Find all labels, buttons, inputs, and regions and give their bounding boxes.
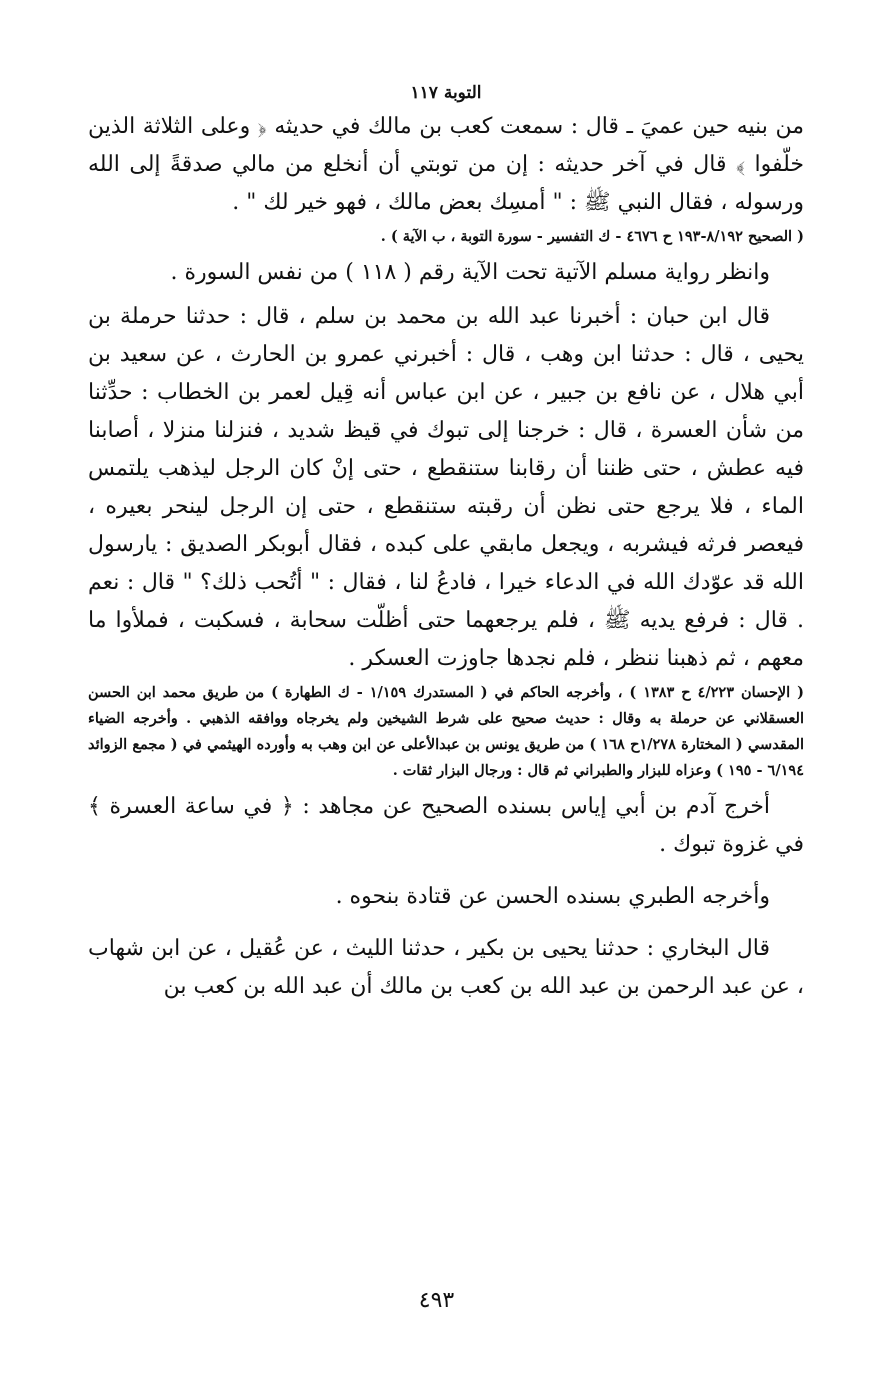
footnote-ihsan-reference: ( الإحسان ٤/٢٢٣ ح ١٣٨٣ ) ، وأخرجه الحاكم في ( المستدرك ١/١٥٩ - ك الطهارة ) من طريق محمد ابن الحسن العسقلاني عن حرملة به وقال : حديث صحيح على شرط الشيخين ولم يخرجاه ووافقه الذهبي . وأخرجه الضياء المقدسي ( المختارة ١/٢٧٨ح ١٦٨ ) من طريق يونس بن عبدالأعلى عن ابن وهب به وأورده الهيثمي في ( مجمع الزوائد ٦/١٩٤ - ١٩٥ ) وعزاه للبزار والطبراني ثم قال : ورجال البزار ثقات . [88,684,804,779]
paragraph-adam-mujahid: أخرج آدم بن أبي إياس بسنده الصحيح عن مجاهد : ﴿ في ساعة العسرة ﴾ في غزوة تبوك . [88,794,804,857]
running-header: التوبة ١١٧ [410,83,482,103]
footnote-sahih-reference: ( الصحيح ٨/١٩٢-١٩٣ ح ٤٦٧٦ - ك التفسير - سورة التوبة ، ب الآية ) . [380,228,804,245]
paragraph-ibn-hibban: قال ابن حبان : أخبرنا عبد الله بن محمد بن سلم ، قال : حدثنا حرملة بن يحيى ، قال : حدثنا ابن وهب ، قال : أخبرني عمرو بن الحارث ، عن سعيد بن أبي هلال ، عن نافع بن جبير ، عن ابن عباس أنه قِيل لعمر بن الخطاب : حدِّثنا من شأن العسرة ، قال : خرجنا إلى تبوك في قيظ شديد ، فنزلنا منزلا ، أصابنا فيه عطش ، حتى ظننا أن رقابنا ستنقطع ، حتى إنْ كان الرجل ليذهب يلتمس الماء ، فلا يرجع حتى نظن أن رقبته ستنقطع ، حتى إن الرجل لينحر بعيره ، فيعصر فرثه فيشربه ، ويجعل مابقي على كبده ، فقال أبوبكر الصديق : يارسول الله قد عوّدك الله في الدعاء خيرا ، فادعُ لنا ، فقال : " أتُحب ذلك؟ " قال : نعم . قال : فرفع يديه ﷺ ، فلم يرجعهما حتى أظلّت سحابة ، فسكبت ، فملأوا ما معهم ، ثم ذهبنا ننظر ، فلم نجدها جاوزت العسكر . [88,304,804,671]
page-body [88,78,804,1006]
paragraph-see-muslim: وانظر رواية مسلم الآتية تحت الآية رقم ( ١١٨ ) من نفس السورة . [170,260,770,285]
paragraph-bukhari: قال البخاري : حدثنا يحيى بن بكير ، حدثنا الليث ، عن عُقيل ، عن ابن شهاب ، عن عبد الرحمن بن عبد الله بن كعب بن مالك أن عبد الله بن كعب بن [88,936,804,999]
paragraph-hadith-kab: من بنيه حين عميَ ـ قال : سمعت كعب بن مالك في حديثه ﴿ وعلى الثلاثة الذين خلّفوا ﴾ قال في آخر حديثه : إن من توبتي أن أنخلع من مالي صدقةً إلى الله ورسوله ، فقال النبي ﷺ : " أمسِك بعض مالك ، فهو خير لك " . [88,114,804,215]
page-number: ٤٩٣ [418,1288,455,1313]
paragraph-tabari-qatada: وأخرجه الطبري بسنده الحسن عن قتادة بنحوه . [335,884,770,909]
